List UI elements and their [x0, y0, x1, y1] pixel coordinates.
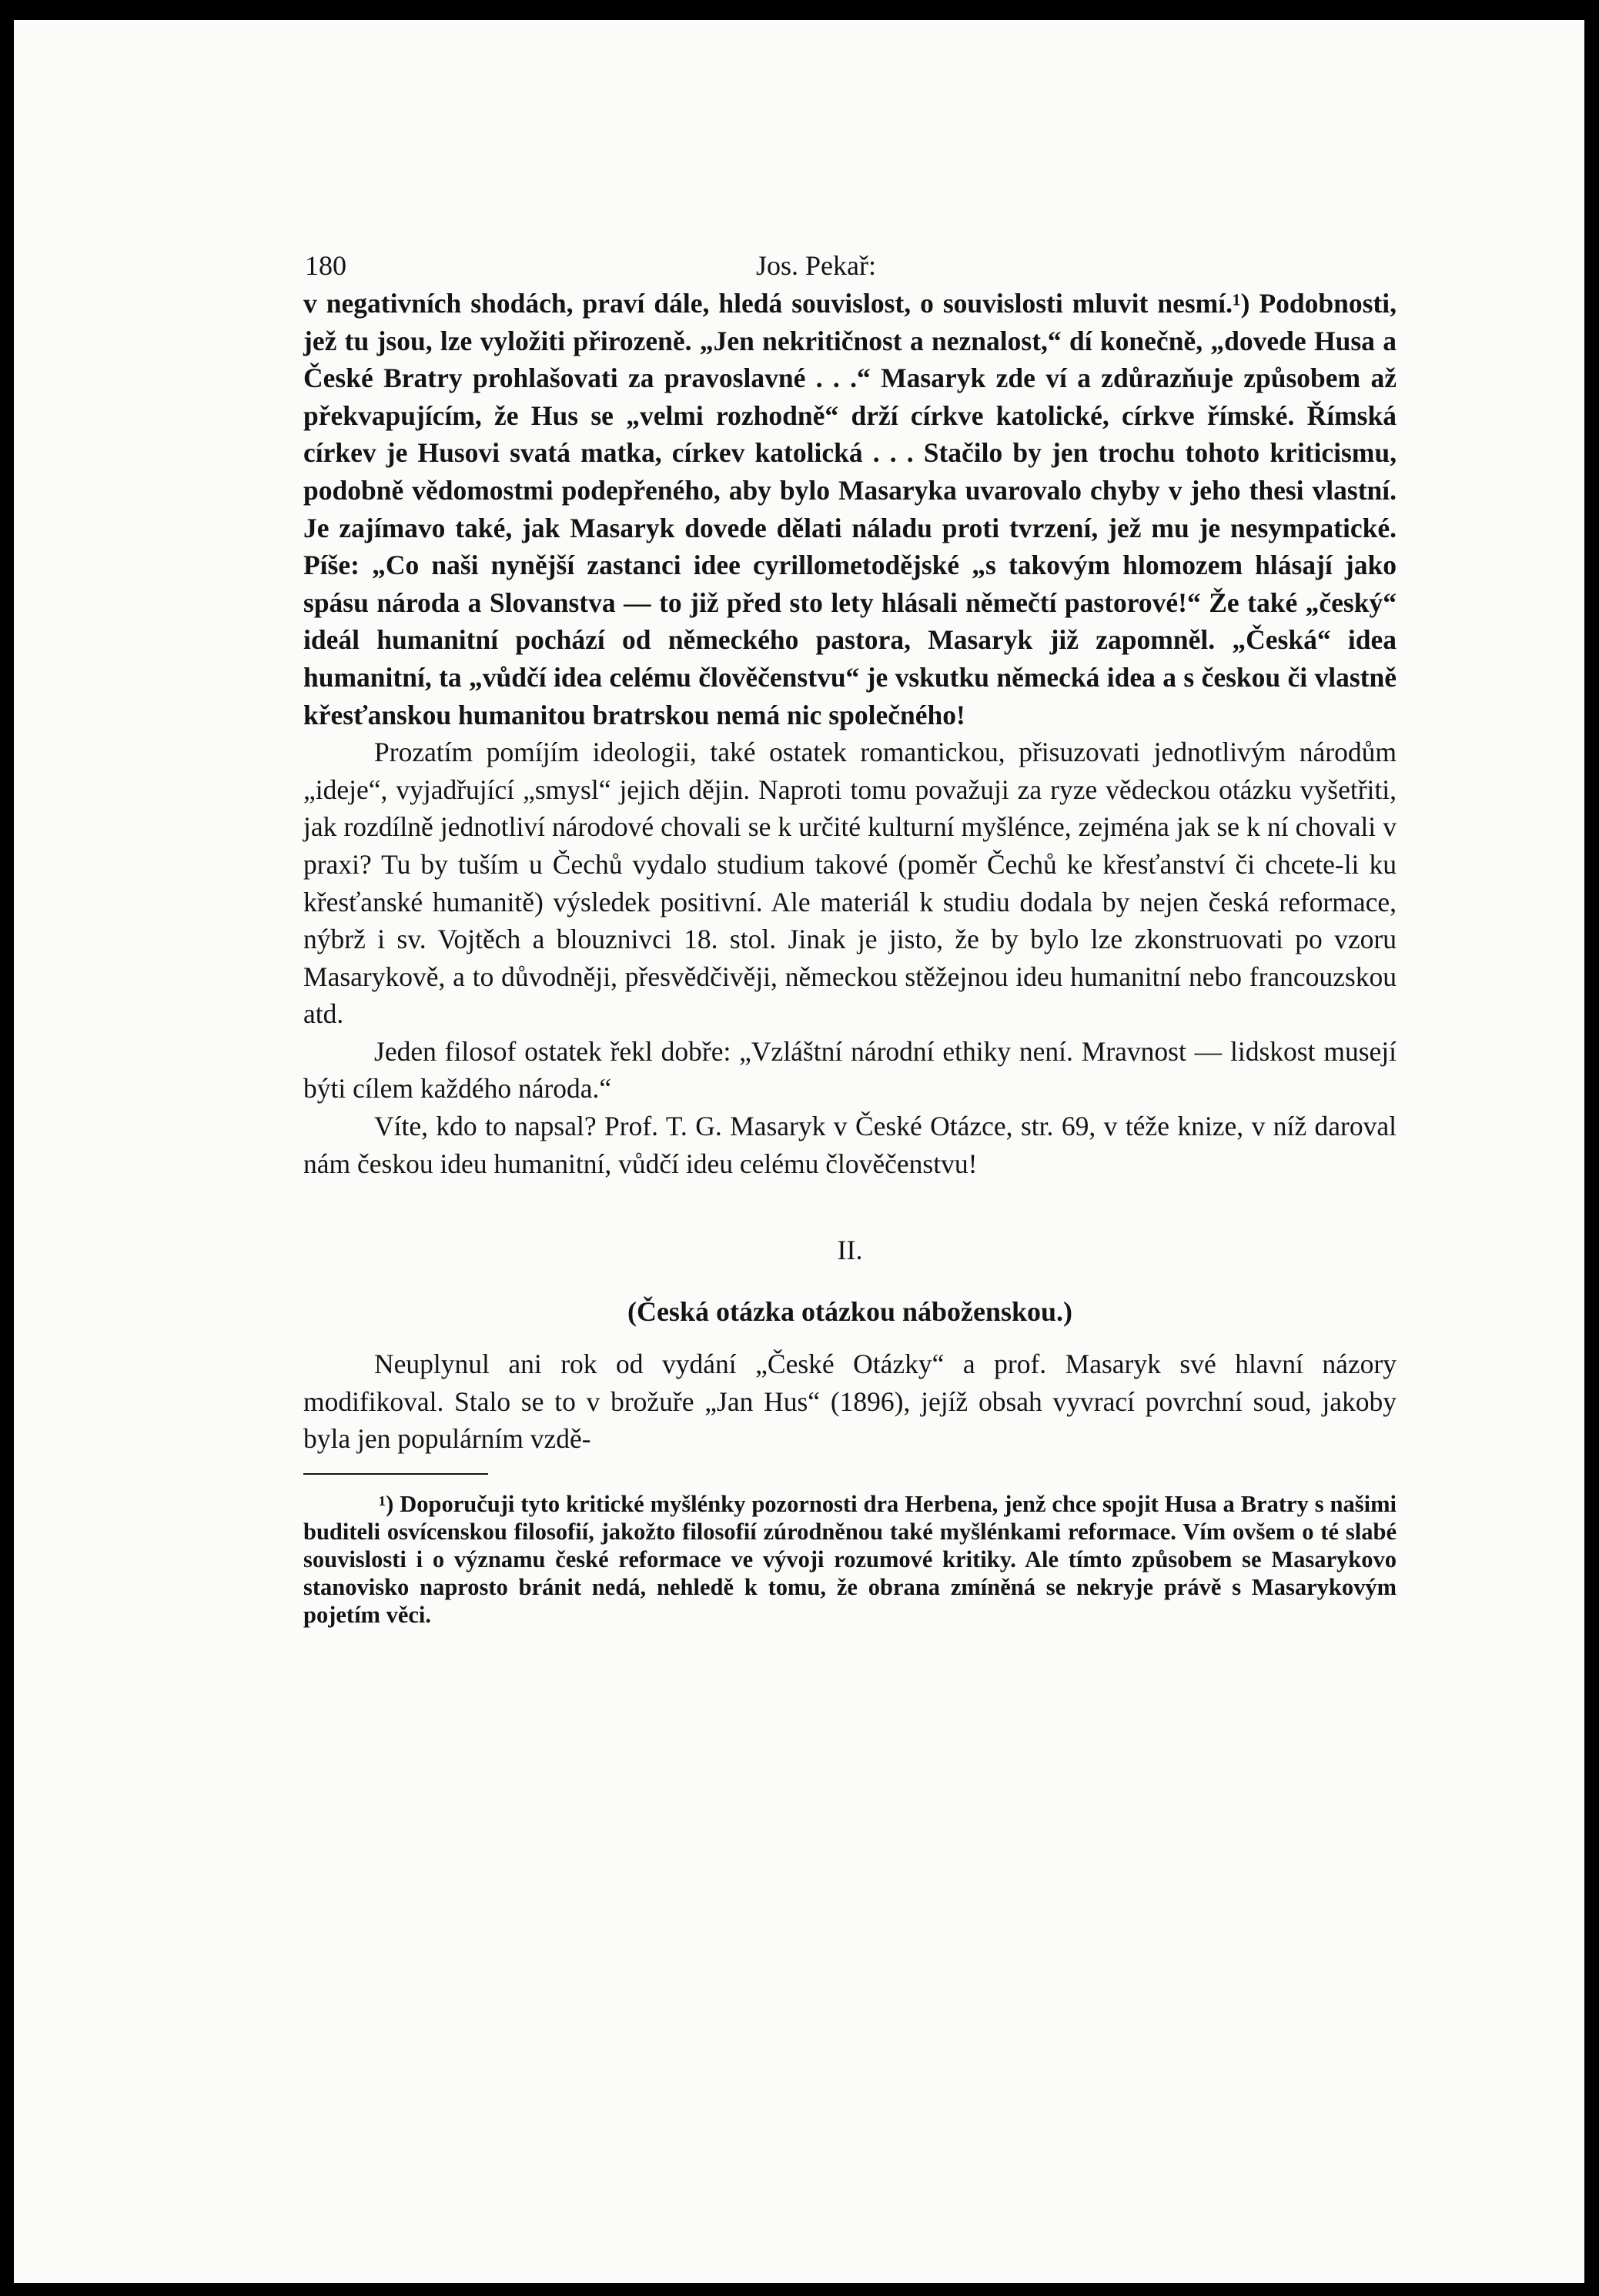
page-number: 180: [305, 250, 346, 281]
running-head-author: Jos. Pekař:: [756, 250, 876, 281]
running-header: [303, 239, 1397, 285]
footnote: ¹) Doporučuji tyto kritické myšlénky pozornosti dra Herbena, jenž chce spojit Husa a Bratry s našimi buditeli osvícenskou filosofií, jakožto filosofií zúrodněnou také myšlénkami reformace. Vím ovšem o té slabé souvislosti i o významu české reformace ve vývoji rozumové kritiky. Ale tímto způsobem se Masarykovo stanovisko naprosto bránit nedá, nehledě k tomu, že obrana zmíněná se nekryje právě s Masarykovým pojetím věci.: [303, 1491, 1397, 1629]
paragraph-2: Prozatím pomíjím ideologii, také ostatek romantickou, přisuzovati jednotlivým národům „ideje“, vyjadřující „smysl“ jejich dějin. Naproti tomu považuji za ryze vědeckou otázku vyšetřiti, jak rozdílně jednotliví národové chovali se k určité kulturní myšlénce, zejména jak se k ní chovali v praxi? Tu by tuším u Čechů vydalo studium takové (poměr Čechů ke křesťanství či chcete-li ku křesťanské humanitě) výsledek positivní. Ale materiál k studiu dodala by nejen česká reformace, nýbrž i sv. Vojtěch a blouznivci 18. stol. Jinak je jisto, že by bylo lze zkonstruovati po vzoru Masarykově, a to důvodněji, přesvědčivěji, německou stěžejnou ideu humanitní nebo francouzskou atd.: [303, 737, 1397, 1030]
section-title: (Česká otázka otázkou náboženskou.): [627, 1296, 1073, 1328]
book-page: [14, 20, 1584, 2283]
paragraph-4: Víte, kdo to napsal? Prof. T. G. Masaryk v České Otázce, str. 69, v téže knize, v níž daroval nám českou ideu humanitní, vůdčí ideu celému člověčenstvu!: [303, 1111, 1397, 1179]
section-paragraph: Neuplynul ani rok od vydání „České Otázky“ a prof. Masaryk své hlavní názory modifikoval. Stalo se to v brožuře „Jan Hus“ (1896), jejíž obsah vyvrací povrchní soud, jakoby byla jen populárním vzdě-: [303, 1349, 1397, 1455]
footnote-separator: [303, 1473, 488, 1475]
paragraph-1: v negativních shodách, praví dále, hledá souvislost, o souvislosti mluvit nesmí.¹) Podobnosti, jež tu jsou, lze vyložiti přirozeně. „Jen nekritičnost a neznalost,“ dí konečně, „dovede Husa a České Bratry prohlašovati za pravoslavné . . .“ Masaryk zde ví a zdůrazňuje způsobem až překvapujícím, že Hus se „velmi rozhodně“ drží církve katolické, církve římské. Římská církev je Husovi svatá matka, církev katolická . . . Stačilo by jen trochu tohoto kriticismu, podobně vědomostmi podepřeného, aby bylo Masaryka uvarovalo chyby v jeho thesi vlastní. Je zajímavo také, jak Masaryk dovede dělati náladu proti tvrzení, jež mu je nesympatické. Píše: „Co naši nynější zastanci idee cyrillometodějské „s takovým hlomozem hlásají jako spásu národa a Slovanstva — to již před sto lety hlásali němečtí pastorové!“ Že také „český“ ideál humanitní pochází od německého pastora, Masaryk již zapomněl. „Česká“ idea humanitní, ta „vůdčí idea celému člověčenstvu“ je vskutku německá idea a s českou či vlastně křesťanskou humanitou bratrskou nemá nic společného!: [303, 288, 1397, 730]
paragraph-3: Jeden filosof ostatek řekl dobře: „Vzláštní národní ethiky není. Mravnost — lidskost musejí býti cílem každého národa.“: [303, 1035, 1397, 1105]
page-text-block: [303, 239, 1397, 1629]
section-number: II.: [837, 1235, 863, 1266]
